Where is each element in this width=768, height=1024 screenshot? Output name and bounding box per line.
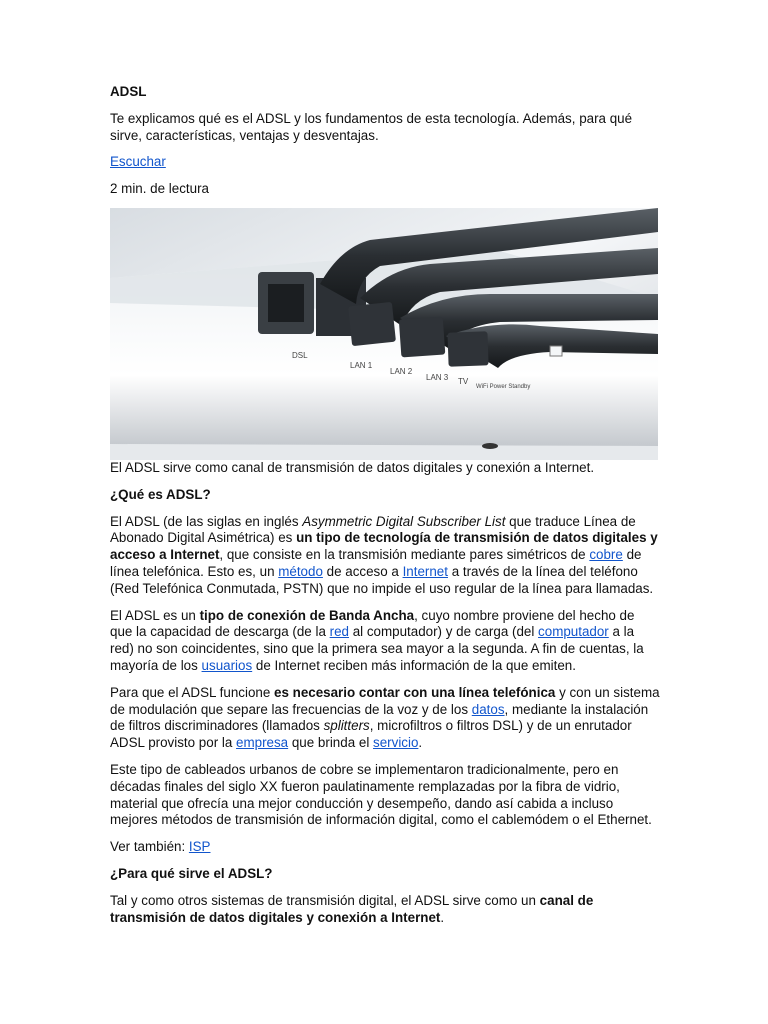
paragraph-requirements: Para que el ADSL funcione es necesario contar con una línea telefónica y con un sistema de modulación que separe las frecuencias de la voz y de los datos, mediante la instalación de filtros discriminadores (llamados splitters, microfiltros o filtros DSL) y de un enrutador ADSL provisto por la empresa que brinda el servicio. [110, 684, 660, 751]
paragraph-history: Este tipo de cableados urbanos de cobre se implementaron tradicionalmente, pero en décadas finales del siglo XX fueron paulatinamente remplazadas por la fibra de vidrio, material que ofrecía una mejor conducción y desempeño, dando así cabida a incluso mejores métodos de transmisión de información digital, como el cablemódem o el Ethernet. [110, 761, 652, 828]
link-computador[interactable]: computador [538, 624, 609, 640]
image-caption: El ADSL sirve como canal de transmisión de datos digitales y conexión a Internet. [110, 459, 595, 475]
link-empresa[interactable]: empresa [236, 735, 289, 751]
paragraph-definition: El ADSL (de las siglas en inglés Asymmetric Digital Subscriber List que traduce Línea de Abonado Digital Asimétrica) es un tipo de tecnología de transmisión de datos digitales y acceso a Internet, que consiste en la transmisión mediante pares simétricos de cobre de línea telefónica. Esto es, un método de acceso a Internet a través de la línea del teléfono (Red Telefónica Conmutada, PSTN) que no impide el uso regular de la línea para llamadas. [110, 513, 658, 596]
see-also: Ver también: ISP [110, 839, 211, 855]
router-illustration [110, 208, 658, 460]
link-metodo[interactable]: método [278, 563, 323, 579]
link-usuarios[interactable]: usuarios [201, 657, 253, 673]
link-cobre[interactable]: cobre [589, 547, 623, 563]
label-lan3: LAN 3 [426, 372, 449, 382]
link-isp[interactable]: ISP [188, 839, 211, 855]
link-internet[interactable]: Internet [402, 563, 448, 579]
article [110, 84, 660, 936]
link-servicio[interactable]: servicio [373, 735, 419, 751]
article-intro: Te explicamos qué es el ADSL y los fundamentos de esta tecnología. Además, para qué sirve, características, ventajas y desventajas. [110, 110, 633, 143]
paragraph-broadband: El ADSL es un tipo de conexión de Banda Ancha, cuyo nombre proviene del hecho de que la capacidad de descarga (de la red al computador) y de carga (del computador a la red) no son coincidentes, sino que la primera sea mayor a la segunda. A fin de cuentas, la mayoría de los usuarios de Internet reciben más información de la que emiten. [110, 607, 644, 673]
section-heading-purpose: ¿Para qué sirve el ADSL? [110, 865, 273, 881]
section-heading-what-is: ¿Qué es ADSL? [110, 486, 211, 502]
label-lan2: LAN 2 [390, 366, 413, 376]
paragraph-purpose: Tal y como otros sistemas de transmisión digital, el ADSL sirve como un canal de transmisión de datos digitales y conexión a Internet. [110, 892, 594, 925]
listen-paragraph [110, 154, 660, 171]
router-image [110, 208, 658, 460]
article-title: ADSL [110, 84, 147, 99]
link-red[interactable]: red [329, 624, 349, 640]
link-datos[interactable]: datos [471, 701, 505, 717]
reading-time: 2 min. de lectura [110, 181, 209, 197]
label-dsl: DSL [292, 350, 308, 360]
label-tv: TV [458, 376, 469, 386]
label-lan1: LAN 1 [350, 360, 373, 370]
listen-link[interactable]: Escuchar [110, 154, 166, 170]
label-wifi: WiFi Power Standby [476, 383, 531, 390]
